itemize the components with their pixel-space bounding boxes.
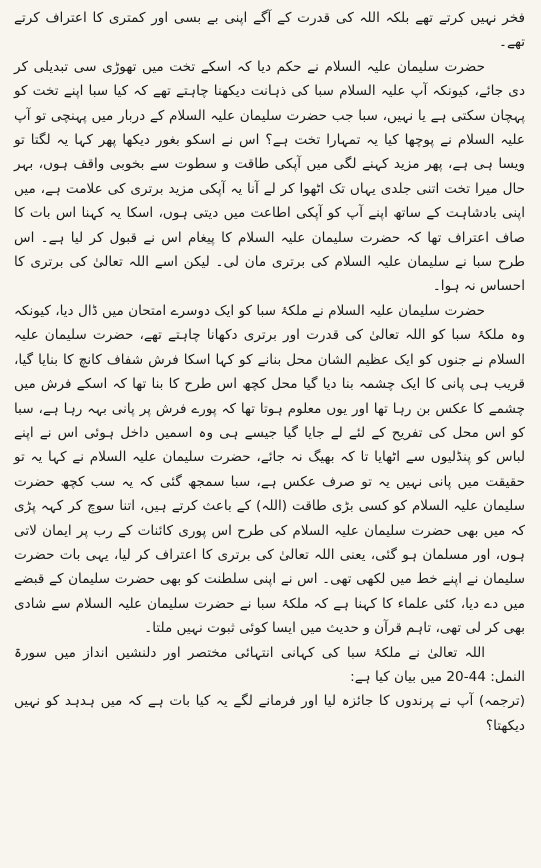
paragraph-translation: (ترجمہ) آپ نے پرندوں کا جائزہ لیا اور فرمانے لگے یہ کیا بات ہے کہ میں ہدہد کو نہیں دیکھتا؟ <box>14 693 525 734</box>
paragraph-quran-reference: اللہ تعالیٰ نے ملکۂ سبا کی کہانی انتہائی مختصر اور دلنشیں انداز میں سورۃ النمل: 44-20 میں بیان کیا ہے: <box>14 644 525 685</box>
paragraph-throne: حضرت سلیمان علیہ السلام نے حکم دیا کہ اسکے تخت میں تھوڑی سی تبدیلی کر دی جائے، کیونکہ آپ علیہ السلام سبا کی ذہانت دیکھنا چاہتے تھے کہ کیا سبا اپنے تخت کو پہچان سکتی ہے یا نہیں، سبا جب حضرت سلیمان علیہ السلام کے دربار میں پہنچی تو آپ علیہ السلام نے پوچھا کیا یہ تمہارا تخت ہے؟ اس نے اسکو بغور دیکھا پھر کہا یہ لگتا تو ویسا ہی ہے، پھر مزید کہنے لگی میں آپکی طاقت و سطوت سے بخوبی واقف ہوں، بہر حال میرا تخت اتنی جلدی یہاں تک اٹھوا کر لے آنا یہ آپکی مزید برتری کی علامت ہے، میں اپنی بادشاہت کے ساتھ اپنے آپ کو آپکی اطاعت میں دیتی ہوں، اسکا یہ کہنا اس بات کا صاف اعتراف تھا کہ حضرت سلیمان علیہ السلام کا پیغام اس نے قبول کر لیا ہے۔ اس طرح سبا نے سلیمان علیہ السلام کی برتری مان لی۔ لیکن اسے اللہ تعالیٰ کی برتری کا احساس نہ ہوا۔ <box>14 58 525 295</box>
paragraph-intro: فخر نہیں کرتے تھے بلکہ اللہ کی قدرت کے آگے اپنی بے بسی اور کمتری کا اعتراف کرتے تھے۔ <box>14 10 525 51</box>
paragraph-palace: حضرت سلیمان علیہ السلام نے ملکۂ سبا کو ایک دوسرے امتحان میں ڈال دیا، کیونکہ وہ ملکۂ سبا کو اللہ تعالیٰ کی قدرت اور برتری دکھانا چاہتے تھے، حضرت سلیمان علیہ السلام نے جنوں کو ایک عظیم الشان محل بنانے کو کہا اسکا فرش شفاف کانچ کا بنایا گیا، قریب ہی پانی کا ایک چشمہ بنا دیا گیا محل کچھ اس طرح کا بنا تھا کہ اسکے فرش میں چشمے کا عکس بن رہا تھا اور یوں معلوم ہوتا تھا کہ پورے فرش پر پانی بہہ رہا ہے، سبا کو اس محل کی تفریح کے لئے لے جایا گیا جیسے ہی وہ اسمیں داخل ہوئی اس نے اپنے لباس کو پنڈلیوں سے اٹھایا تا کہ بھیگ نہ جائے، حضرت سلیمان علیہ السلام نے کہا یہ تو حقیقت میں پانی نہیں یہ تو صرف عکس ہے، سبا سمجھ گئی کہ یہ سب کچھ حضرت سلیمان علیہ السلام کو کسی بڑی طاقت (اللہ) کے باعث کرتے ہیں، اتنا سوچ کر کہہ پڑی کہ میں بھی حضرت سلیمان علیہ السلام کی طرح اس پوری کائنات کے رب پر ایمان لاتی ہوں، اور مسلمان ہو گئی، یعنی اللہ تعالیٰ کی برتری کا اعتراف کر لیا، یہی بات حضرت سلیمان نے اپنے خط میں لکھی تھی۔ اس نے اپنی سلطنت کو بھی حضرت سلیمان کے قبضے میں دے دیا، کئی علماء کا کہنا ہے کہ ملکۂ سبا نے حضرت سلیمان علیہ السلام سے شادی بھی کر لی تھی، تاہم قرآن و حدیث میں ایسا کوئی ثبوت نہیں ملتا۔ <box>14 302 525 637</box>
